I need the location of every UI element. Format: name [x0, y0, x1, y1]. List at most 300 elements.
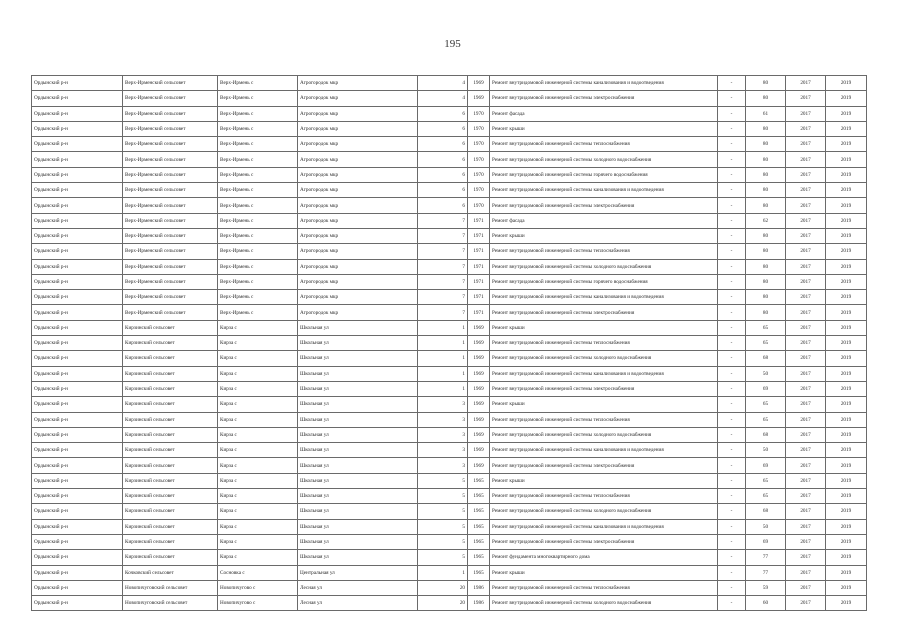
dash-cell: - — [718, 244, 746, 259]
table-row — [32, 320, 867, 335]
work-type-cell: Ремонт внутридомовой инженерной системы горячего водоснабжения — [490, 167, 718, 182]
settlement-cell: Кирзинский сельсовет — [123, 473, 218, 488]
district-cell: Ордынский р-н — [32, 565, 123, 580]
value-cell: 80 — [746, 259, 786, 274]
start-year-cell: 2017 — [786, 336, 826, 351]
street-cell: Агрогородок мкр — [298, 183, 418, 198]
settlement-cell: Кирзинский сельсовет — [123, 366, 218, 381]
build-year-cell: 1970 — [468, 106, 490, 121]
locality-cell: Кирза с — [218, 473, 298, 488]
start-year-cell: 2017 — [786, 534, 826, 549]
value-cell: 69 — [746, 458, 786, 473]
build-year-cell: 1969 — [468, 91, 490, 106]
start-year-cell: 2017 — [786, 167, 826, 182]
locality-cell: Верх-Ирмень с — [218, 183, 298, 198]
value-cell: 65 — [746, 489, 786, 504]
end-year-cell: 2019 — [826, 244, 867, 259]
house-number-cell: 5 — [418, 534, 468, 549]
value-cell: 80 — [746, 244, 786, 259]
table-row — [32, 290, 867, 305]
work-type-cell: Ремонт внутридомовой инженерной системы холодного водоснабжения — [490, 259, 718, 274]
build-year-cell: 1971 — [468, 274, 490, 289]
district-cell: Ордынский р-н — [32, 534, 123, 549]
district-cell: Ордынский р-н — [32, 137, 123, 152]
district-cell: Ордынский р-н — [32, 366, 123, 381]
end-year-cell: 2019 — [826, 489, 867, 504]
street-cell: Школьная ул — [298, 412, 418, 427]
house-number-cell: 3 — [418, 458, 468, 473]
work-type-cell: Ремонт внутридомовой инженерной системы холодного водоснабжения — [490, 351, 718, 366]
dash-cell: - — [718, 305, 746, 320]
settlement-cell: Кирзинский сельсовет — [123, 381, 218, 396]
start-year-cell: 2017 — [786, 76, 826, 91]
build-year-cell: 1965 — [468, 534, 490, 549]
work-type-cell: Ремонт внутридомовой инженерной системы теплоснабжения — [490, 580, 718, 595]
work-type-cell: Ремонт крыши — [490, 320, 718, 335]
locality-cell: Кирза с — [218, 534, 298, 549]
locality-cell: Кирза с — [218, 320, 298, 335]
settlement-cell: Верх-Ирменский сельсовет — [123, 198, 218, 213]
street-cell: Школьная ул — [298, 458, 418, 473]
district-cell: Ордынский р-н — [32, 244, 123, 259]
settlement-cell: Верх-Ирменский сельсовет — [123, 106, 218, 121]
house-number-cell: 1 — [418, 366, 468, 381]
work-type-cell: Ремонт внутридомовой инженерной системы электроснабжения — [490, 198, 718, 213]
work-type-cell: Ремонт внутридомовой инженерной системы теплоснабжения — [490, 489, 718, 504]
settlement-cell: Верх-Ирменский сельсовет — [123, 183, 218, 198]
street-cell: Школьная ул — [298, 351, 418, 366]
end-year-cell: 2019 — [826, 121, 867, 136]
house-number-cell: 3 — [418, 412, 468, 427]
start-year-cell: 2017 — [786, 443, 826, 458]
build-year-cell: 1969 — [468, 76, 490, 91]
end-year-cell: 2019 — [826, 427, 867, 442]
build-year-cell: 1965 — [468, 473, 490, 488]
settlement-cell: Верх-Ирменский сельсовет — [123, 290, 218, 305]
end-year-cell: 2019 — [826, 305, 867, 320]
street-cell: Агрогородок мкр — [298, 121, 418, 136]
locality-cell: Новопичугово с — [218, 580, 298, 595]
start-year-cell: 2017 — [786, 244, 826, 259]
end-year-cell: 2019 — [826, 336, 867, 351]
dash-cell: - — [718, 121, 746, 136]
table-row — [32, 580, 867, 595]
settlement-cell: Новопичуговский сельсовет — [123, 596, 218, 611]
table-row — [32, 76, 867, 91]
locality-cell: Верх-Ирмень с — [218, 213, 298, 228]
value-cell: 65 — [746, 320, 786, 335]
locality-cell: Кирза с — [218, 489, 298, 504]
district-cell: Ордынский р-н — [32, 213, 123, 228]
house-number-cell: 6 — [418, 106, 468, 121]
table-row — [32, 550, 867, 565]
dash-cell: - — [718, 565, 746, 580]
end-year-cell: 2019 — [826, 580, 867, 595]
work-type-cell: Ремонт крыши — [490, 228, 718, 243]
dash-cell: - — [718, 91, 746, 106]
start-year-cell: 2017 — [786, 519, 826, 534]
work-type-cell: Ремонт внутридомовой инженерной системы электроснабжения — [490, 91, 718, 106]
build-year-cell: 1969 — [468, 427, 490, 442]
house-number-cell: 1 — [418, 320, 468, 335]
settlement-cell: Верх-Ирменский сельсовет — [123, 91, 218, 106]
street-cell: Школьная ул — [298, 443, 418, 458]
dash-cell: - — [718, 213, 746, 228]
street-cell: Агрогородок мкр — [298, 274, 418, 289]
district-cell: Ордынский р-н — [32, 259, 123, 274]
house-number-cell: 5 — [418, 550, 468, 565]
table-row — [32, 106, 867, 121]
district-cell: Ордынский р-н — [32, 167, 123, 182]
house-number-cell: 1 — [418, 565, 468, 580]
build-year-cell: 1969 — [468, 397, 490, 412]
start-year-cell: 2017 — [786, 290, 826, 305]
start-year-cell: 2017 — [786, 565, 826, 580]
start-year-cell: 2017 — [786, 152, 826, 167]
build-year-cell: 1969 — [468, 458, 490, 473]
street-cell: Школьная ул — [298, 397, 418, 412]
settlement-cell: Кирзинский сельсовет — [123, 351, 218, 366]
value-cell: 80 — [746, 91, 786, 106]
start-year-cell: 2017 — [786, 183, 826, 198]
value-cell: 77 — [746, 565, 786, 580]
street-cell: Школьная ул — [298, 534, 418, 549]
page-number: 195 — [444, 38, 461, 50]
end-year-cell: 2019 — [826, 565, 867, 580]
dash-cell: - — [718, 519, 746, 534]
dash-cell: - — [718, 412, 746, 427]
settlement-cell: Кирзинский сельсовет — [123, 443, 218, 458]
locality-cell: Кирза с — [218, 427, 298, 442]
street-cell: Агрогородок мкр — [298, 91, 418, 106]
end-year-cell: 2019 — [826, 228, 867, 243]
locality-cell: Верх-Ирмень с — [218, 244, 298, 259]
locality-cell: Кирза с — [218, 519, 298, 534]
work-type-cell: Ремонт крыши — [490, 565, 718, 580]
end-year-cell: 2019 — [826, 596, 867, 611]
value-cell: 80 — [746, 167, 786, 182]
work-type-cell: Ремонт внутридомовой инженерной системы электроснабжения — [490, 381, 718, 396]
value-cell: 65 — [746, 473, 786, 488]
table-row — [32, 443, 867, 458]
value-cell: 68 — [746, 427, 786, 442]
street-cell: Школьная ул — [298, 336, 418, 351]
start-year-cell: 2017 — [786, 320, 826, 335]
value-cell: 50 — [746, 366, 786, 381]
value-cell: 80 — [746, 305, 786, 320]
end-year-cell: 2019 — [826, 534, 867, 549]
work-type-cell: Ремонт внутридомовой инженерной системы канализования и водоотведения — [490, 519, 718, 534]
dash-cell: - — [718, 137, 746, 152]
locality-cell: Кирза с — [218, 366, 298, 381]
settlement-cell: Верх-Ирменский сельсовет — [123, 244, 218, 259]
settlement-cell: Верх-Ирменский сельсовет — [123, 152, 218, 167]
house-number-cell: 7 — [418, 259, 468, 274]
street-cell: Школьная ул — [298, 320, 418, 335]
end-year-cell: 2019 — [826, 320, 867, 335]
settlement-cell: Верх-Ирменский сельсовет — [123, 137, 218, 152]
settlement-cell: Верх-Ирменский сельсовет — [123, 228, 218, 243]
locality-cell: Кирза с — [218, 458, 298, 473]
build-year-cell: 1971 — [468, 259, 490, 274]
end-year-cell: 2019 — [826, 198, 867, 213]
street-cell: Агрогородок мкр — [298, 167, 418, 182]
work-type-cell: Ремонт внутридомовой инженерной системы теплоснабжения — [490, 336, 718, 351]
district-cell: Ордынский р-н — [32, 152, 123, 167]
table-row — [32, 366, 867, 381]
start-year-cell: 2017 — [786, 137, 826, 152]
house-number-cell: 5 — [418, 473, 468, 488]
street-cell: Школьная ул — [298, 489, 418, 504]
build-year-cell: 1965 — [468, 504, 490, 519]
build-year-cell: 1970 — [468, 137, 490, 152]
table-row — [32, 259, 867, 274]
table-row — [32, 167, 867, 182]
district-cell: Ордынский р-н — [32, 121, 123, 136]
district-cell: Ордынский р-н — [32, 596, 123, 611]
district-cell: Ордынский р-н — [32, 351, 123, 366]
build-year-cell: 1986 — [468, 580, 490, 595]
district-cell: Ордынский р-н — [32, 106, 123, 121]
end-year-cell: 2019 — [826, 443, 867, 458]
build-year-cell: 1971 — [468, 228, 490, 243]
street-cell: Школьная ул — [298, 519, 418, 534]
end-year-cell: 2019 — [826, 106, 867, 121]
build-year-cell: 1965 — [468, 565, 490, 580]
end-year-cell: 2019 — [826, 259, 867, 274]
settlement-cell: Верх-Ирменский сельсовет — [123, 259, 218, 274]
locality-cell: Верх-Ирмень с — [218, 290, 298, 305]
build-year-cell: 1971 — [468, 244, 490, 259]
district-cell: Ордынский р-н — [32, 198, 123, 213]
value-cell: 80 — [746, 290, 786, 305]
house-number-cell: 7 — [418, 244, 468, 259]
end-year-cell: 2019 — [826, 290, 867, 305]
start-year-cell: 2017 — [786, 213, 826, 228]
district-cell: Ордынский р-н — [32, 274, 123, 289]
dash-cell: - — [718, 596, 746, 611]
settlement-cell: Верх-Ирменский сельсовет — [123, 167, 218, 182]
locality-cell: Верх-Ирмень с — [218, 106, 298, 121]
house-number-cell: 6 — [418, 183, 468, 198]
work-type-cell: Ремонт внутридомовой инженерной системы канализования и водоотведения — [490, 443, 718, 458]
repair-schedule-table — [31, 75, 867, 611]
end-year-cell: 2019 — [826, 274, 867, 289]
start-year-cell: 2017 — [786, 381, 826, 396]
table-row — [32, 91, 867, 106]
start-year-cell: 2017 — [786, 274, 826, 289]
settlement-cell: Кирзинский сельсовет — [123, 397, 218, 412]
work-type-cell: Ремонт крыши — [490, 121, 718, 136]
table-row — [32, 397, 867, 412]
value-cell: 80 — [746, 183, 786, 198]
district-cell: Ордынский р-н — [32, 519, 123, 534]
district-cell: Ордынский р-н — [32, 320, 123, 335]
house-number-cell: 6 — [418, 198, 468, 213]
settlement-cell: Кирзинский сельсовет — [123, 458, 218, 473]
work-type-cell: Ремонт фундамента многоквартирного дома — [490, 550, 718, 565]
end-year-cell: 2019 — [826, 137, 867, 152]
district-cell: Ордынский р-н — [32, 458, 123, 473]
locality-cell: Сосновка с — [218, 565, 298, 580]
locality-cell: Кирза с — [218, 443, 298, 458]
value-cell: 62 — [746, 213, 786, 228]
end-year-cell: 2019 — [826, 519, 867, 534]
start-year-cell: 2017 — [786, 305, 826, 320]
build-year-cell: 1970 — [468, 152, 490, 167]
dash-cell: - — [718, 167, 746, 182]
table-row — [32, 183, 867, 198]
work-type-cell: Ремонт внутридомовой инженерной системы теплоснабжения — [490, 412, 718, 427]
dash-cell: - — [718, 473, 746, 488]
start-year-cell: 2017 — [786, 412, 826, 427]
district-cell: Ордынский р-н — [32, 473, 123, 488]
street-cell: Агрогородок мкр — [298, 76, 418, 91]
district-cell: Ордынский р-н — [32, 381, 123, 396]
street-cell: Школьная ул — [298, 366, 418, 381]
house-number-cell: 3 — [418, 397, 468, 412]
house-number-cell: 5 — [418, 504, 468, 519]
work-type-cell: Ремонт крыши — [490, 397, 718, 412]
district-cell: Ордынский р-н — [32, 550, 123, 565]
value-cell: 68 — [746, 351, 786, 366]
end-year-cell: 2019 — [826, 458, 867, 473]
start-year-cell: 2017 — [786, 228, 826, 243]
settlement-cell: Кочковский сельсовет — [123, 565, 218, 580]
value-cell: 68 — [746, 504, 786, 519]
dash-cell: - — [718, 336, 746, 351]
street-cell: Агрогородок мкр — [298, 198, 418, 213]
district-cell: Ордынский р-н — [32, 412, 123, 427]
dash-cell: - — [718, 366, 746, 381]
house-number-cell: 7 — [418, 274, 468, 289]
house-number-cell: 7 — [418, 213, 468, 228]
start-year-cell: 2017 — [786, 366, 826, 381]
locality-cell: Кирза с — [218, 550, 298, 565]
value-cell: 50 — [746, 443, 786, 458]
value-cell: 80 — [746, 121, 786, 136]
locality-cell: Верх-Ирмень с — [218, 137, 298, 152]
build-year-cell: 1969 — [468, 366, 490, 381]
settlement-cell: Кирзинский сельсовет — [123, 427, 218, 442]
house-number-cell: 4 — [418, 76, 468, 91]
locality-cell: Верх-Ирмень с — [218, 305, 298, 320]
settlement-cell: Верх-Ирменский сельсовет — [123, 121, 218, 136]
end-year-cell: 2019 — [826, 473, 867, 488]
house-number-cell: 20 — [418, 580, 468, 595]
house-number-cell: 6 — [418, 152, 468, 167]
settlement-cell: Верх-Ирменский сельсовет — [123, 76, 218, 91]
street-cell: Школьная ул — [298, 504, 418, 519]
dash-cell: - — [718, 550, 746, 565]
district-cell: Ордынский р-н — [32, 76, 123, 91]
end-year-cell: 2019 — [826, 167, 867, 182]
house-number-cell: 4 — [418, 91, 468, 106]
dash-cell: - — [718, 580, 746, 595]
start-year-cell: 2017 — [786, 91, 826, 106]
settlement-cell: Новопичуговский сельсовет — [123, 580, 218, 595]
district-cell: Ордынский р-н — [32, 290, 123, 305]
table-row — [32, 121, 867, 136]
start-year-cell: 2017 — [786, 458, 826, 473]
district-cell: Ордынский р-н — [32, 91, 123, 106]
work-type-cell: Ремонт фасада — [490, 106, 718, 121]
build-year-cell: 1969 — [468, 381, 490, 396]
street-cell: Лесная ул — [298, 596, 418, 611]
work-type-cell: Ремонт крыши — [490, 473, 718, 488]
house-number-cell: 6 — [418, 137, 468, 152]
street-cell: Агрогородок мкр — [298, 228, 418, 243]
locality-cell: Новопичугово с — [218, 596, 298, 611]
locality-cell: Верх-Ирмень с — [218, 91, 298, 106]
start-year-cell: 2017 — [786, 397, 826, 412]
district-cell: Ордынский р-н — [32, 489, 123, 504]
house-number-cell: 1 — [418, 336, 468, 351]
dash-cell: - — [718, 397, 746, 412]
settlement-cell: Кирзинский сельсовет — [123, 504, 218, 519]
value-cell: 65 — [746, 412, 786, 427]
build-year-cell: 1969 — [468, 320, 490, 335]
district-cell: Ордынский р-н — [32, 580, 123, 595]
house-number-cell: 3 — [418, 427, 468, 442]
locality-cell: Верх-Ирмень с — [218, 152, 298, 167]
house-number-cell: 5 — [418, 519, 468, 534]
start-year-cell: 2017 — [786, 504, 826, 519]
house-number-cell: 1 — [418, 351, 468, 366]
start-year-cell: 2017 — [786, 259, 826, 274]
value-cell: 69 — [746, 534, 786, 549]
build-year-cell: 1970 — [468, 198, 490, 213]
end-year-cell: 2019 — [826, 76, 867, 91]
table-row — [32, 228, 867, 243]
work-type-cell: Ремонт фасада — [490, 213, 718, 228]
street-cell: Агрогородок мкр — [298, 213, 418, 228]
house-number-cell: 3 — [418, 443, 468, 458]
district-cell: Ордынский р-н — [32, 336, 123, 351]
end-year-cell: 2019 — [826, 550, 867, 565]
value-cell: 50 — [746, 519, 786, 534]
start-year-cell: 2017 — [786, 351, 826, 366]
settlement-cell: Кирзинский сельсовет — [123, 320, 218, 335]
street-cell: Лесная ул — [298, 580, 418, 595]
value-cell: 69 — [746, 381, 786, 396]
settlement-cell: Кирзинский сельсовет — [123, 336, 218, 351]
work-type-cell: Ремонт внутридомовой инженерной системы холодного водоснабжения — [490, 427, 718, 442]
dash-cell: - — [718, 458, 746, 473]
build-year-cell: 1969 — [468, 443, 490, 458]
street-cell: Школьная ул — [298, 550, 418, 565]
district-cell: Ордынский р-н — [32, 504, 123, 519]
work-type-cell: Ремонт внутридомовой инженерной системы канализования и водоотведения — [490, 290, 718, 305]
build-year-cell: 1970 — [468, 167, 490, 182]
build-year-cell: 1986 — [468, 596, 490, 611]
table-row — [32, 305, 867, 320]
value-cell: 65 — [746, 336, 786, 351]
build-year-cell: 1965 — [468, 489, 490, 504]
table-row — [32, 137, 867, 152]
dash-cell: - — [718, 320, 746, 335]
start-year-cell: 2017 — [786, 198, 826, 213]
locality-cell: Кирза с — [218, 397, 298, 412]
street-cell: Агрогородок мкр — [298, 305, 418, 320]
table-row — [32, 351, 867, 366]
start-year-cell: 2017 — [786, 427, 826, 442]
settlement-cell: Кирзинский сельсовет — [123, 412, 218, 427]
settlement-cell: Кирзинский сельсовет — [123, 489, 218, 504]
work-type-cell: Ремонт внутридомовой инженерной системы канализования и водоотведения — [490, 76, 718, 91]
locality-cell: Кирза с — [218, 504, 298, 519]
start-year-cell: 2017 — [786, 596, 826, 611]
